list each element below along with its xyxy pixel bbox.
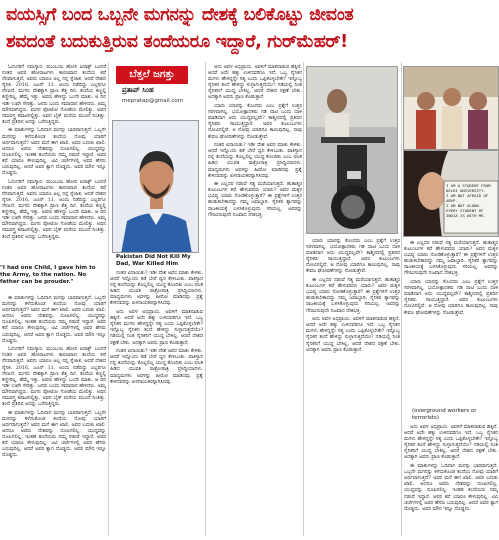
article-column-1	[2, 64, 106, 262]
section-kicker: ಬೆತ್ತಲೆ ಜಗತ್ತು	[116, 66, 188, 84]
paragraph: ಈ ಎಲ್ಲದರ ನಡುವೆ ಸತ್ಯ ಮರೆಯಾಗುತ್ತದೆ. ಹುತಾತ್ಮರ ಕುಟುಂಬಗಳ ಕಥೆ ಹೇಳುವವರು ಯಾರು? ಅವರ ಮಕ್ಕಳ ಭವಿಷ್ಯ ಯಾರು ನೋಡಿಕೊಳ್ಳುತ್ತಾರೆ? ಈ ಪ್ರಶ್ನೆಗಳಿಗೆ ಉತ್ತರ ಹುಡುಕಬೇಕಾದದ್ದು ನಮ್ಮ ಜವಾಬ್ದಾರಿ. ಸೈನಿಕರ ತ್ಯಾಗವನ್ನು ರಾಜಕೀಯಕ್ಕೆ ಬಳಸಿಕೊಳ್ಳುವುದು ಸರಿಯಲ್ಲ. ಅವರನ್ನು ಗೌರವಿಸುವುದೇ ನಿಜವಾದ ದೇಶಭಕ್ತಿ.	[404, 240, 498, 277]
paragraph: ಅದು ಅವಳ ಅಭಿಪ್ರಾಯ. ಅವಳಿಗೆ ಮಾತನಾಡುವ ಹಕ್ಕಿದೆ. ಆದರೆ ಅದೇ ಹಕ್ಕು ಉಳಿದವರಿಗೂ ಇದೆ. ಒಬ್ಬ ಸೈನಿಕನ ಮಗಳು ಹೇಳಿದ್ದನ್ನೇ ಸತ್ಯ ಎಂದು ಒಪ್ಪಿಕೊಳ್ಳಬೇಕೇ? ಇನ್ನೊಬ್ಬ ಸೈನಿಕನ ತಂದೆ ಹೇಳಿದ್ದು ಸುಳ್ಳಾಗುತ್ತದೆಯೇ? ಗಡಿಯಲ್ಲಿ ನಿಂತ ಸೈನಿಕನಿಗೆ ಯುದ್ಧ ಬೇಕಿಲ್ಲ. ಆದರೆ ದೇಶದ ರಕ್ಷಣೆ ಬೇಕು. ಅದಕ್ಕಾಗಿ ಅವನು ಪ್ರಾಣ ಕೊಡುತ್ತಾನೆ.	[110, 309, 203, 346]
article-column-3	[208, 64, 302, 538]
author-name: ಪ್ರತಾಪ್ ಸಿಂಹ	[122, 86, 154, 94]
placard-line: EVERY STUDENT OF	[446, 208, 484, 213]
column-divider	[401, 62, 402, 536]
paragraph: ಅದು ಅವಳ ಅಭಿಪ್ರಾಯ. ಅವಳಿಗೆ ಮಾತನಾಡುವ ಹಕ್ಕಿದೆ. ಆದರೆ ಅದೇ ಹಕ್ಕು ಉಳಿದವರಿಗೂ ಇದೆ. ಒಬ್ಬ ಸೈನಿಕನ ಮಗಳು ಹೇಳಿದ್ದನ್ನೇ ಸತ್ಯ ಎಂದು ಒಪ್ಪಿಕೊಳ್ಳಬೇಕೇ? ಇನ್ನೊಬ್ಬ ಸೈನಿಕನ ತಂದೆ ಹೇಳಿದ್ದು ಸುಳ್ಳಾಗುತ್ತದೆಯೇ? ಗಡಿಯಲ್ಲಿ ನಿಂತ ಸೈನಿಕನಿಗೆ ಯುದ್ಧ ಬೇಕಿಲ್ಲ. ಆದರೆ ದೇಶದ ರಕ್ಷಣೆ ಬೇಕು. ಅದಕ್ಕಾಗಿ ಅವನು ಪ್ರಾಣ ಕೊಡುತ್ತಾನೆ.	[404, 424, 498, 461]
paragraph: ಓದುಗರಿಗೆ ನಮಸ್ಕಾರ. ಮುಂಬಯಿ ಹೋರಿ ಐರಾಕ್ಸ್ ಬಂದರೆ ನಂತರ ಅವರ ಹೋರಾಟಗಳು ಕಾರಣವಾದ ತಂದೆಯ ಕಥೆ ನೆನಪಾಗುತ್ತದೆ. ಅವನು ಯಾರೂ ಅಲ್ಲ ನನ್ನ ಸ್ನೇಹಿತ, ಆದರೆ ದೇಶದ ಸೈನಿಕ. 2016, ಜೂನ್ 11. ಅಂದು ನಡೆದಿದ್ದು ಎಲ್ಲರಿಗೂ ನೆನಪಿದೆ. ಮಗನು ದೇಶಕ್ಕಾಗಿ ಪ್ರಾಣ ತೆತ್ತ ದಿನ. ತಂದೆಯ ಕಣ್ಣಲ್ಲಿ ಕಣ್ಣೀರಿಲ್ಲ, ಹೆಮ್ಮೆ ಇತ್ತು. ಅವರು ಹೇಳಿದ್ದು ಒಂದೇ ಮಾತು. ಆ ದಿನ ಇಡೀ ಊರೇ ಸೇರಿತ್ತು. ಜನರು ಬಂದು ಸಮಾಧಾನ ಹೇಳಿದರು. ಅಮ್ಮ ಮೌನವಾಗಿದ್ದರು. ಮಗನ ಫೋಟೋ ಗೋಡೆಯ ಮೇಲಿತ್ತು. ಅವನ ಸಮವಸ್ತ್ರ ಕಪಾಟಿನಲ್ಲಿತ್ತು. ಅವನ ಬೈಕ್ ಮನೆಯ ಮುಂದೆ ನಿಂತಿತ್ತು. ತಂದೆ ಪ್ರತಿದಿನ ಅದನ್ನು ಒರೆಸುತ್ತಿದ್ದರು.	[2, 178, 106, 240]
english-quote: "I had one Child, I gave him to the Army, to the nation. No father can be prouder."	[0, 265, 96, 285]
paragraph: ಈ ಎಲ್ಲದರ ನಡುವೆ ಸತ್ಯ ಮರೆಯಾಗುತ್ತದೆ. ಹುತಾತ್ಮರ ಕುಟುಂಬಗಳ ಕಥೆ ಹೇಳುವವರು ಯಾರು? ಅವರ ಮಕ್ಕಳ ಭವಿಷ್ಯ ಯಾರು ನೋಡಿಕೊಳ್ಳುತ್ತಾರೆ? ಈ ಪ್ರಶ್ನೆಗಳಿಗೆ ಉತ್ತರ ಹುಡುಕಬೇಕಾದದ್ದು ನಮ್ಮ ಜವಾಬ್ದಾರಿ. ಸೈನಿಕರ ತ್ಯಾಗವನ್ನು ರಾಜಕೀಯಕ್ಕೆ ಬಳಸಿಕೊಳ್ಳುವುದು ಸರಿಯಲ್ಲ. ಅವರನ್ನು ಗೌರವಿಸುವುದೇ ನಿಜವಾದ ದೇಶಭಕ್ತಿ.	[208, 181, 302, 218]
motorcycle-photo	[306, 66, 398, 234]
placard-line: INDIA IS WITH ME.	[446, 213, 486, 218]
article-column-5	[404, 240, 498, 405]
paragraph: ಈ ಮಾತುಗಳನ್ನು ಓದಿದಾಗ ಮನಸ್ಸು ಭಾರವಾಗುತ್ತದೆ. ಒಬ್ಬನೇ ಮಗನನ್ನು ಕಳೆದುಕೊಂಡ ತಂದೆಯ ನೋವು ಯಾರಿಗೆ ಅರ್ಥವಾಗುತ್ತದೆ? ಅವರ ಮನೆ ಈಗ ಖಾಲಿ. ಅವರ ಬದುಕು ಖಾಲಿ. ಆದರೂ ಅವರು ದೇಶವನ್ನು ದೂಷಿಸಲಿಲ್ಲ. ಯುದ್ಧವನ್ನು ದೂಷಿಸಲಿಲ್ಲ. ಇಂತಹ ತಂದೆಯರು ನಮ್ಮ ನಡುವೆ ಇದ್ದಾರೆ. ಅವರ ಕಥೆ ಯಾರೂ ಕೇಳುವುದಿಲ್ಲ. ಟಿವಿ ಚರ್ಚೆಗಳಲ್ಲಿ ಅವರ ಹೆಸರು ಬರುವುದಿಲ್ಲ. ಆದರೆ ಅವರ ತ್ಯಾಗ ದೊಡ್ಡದು. ಅವರ ಮೌನ ಇನ್ನೂ ದೊಡ್ಡದು.	[2, 295, 106, 344]
paragraph: ನಂತರ ಏನಾಯಿತು? ಇಡೀ ದೇಶ ಅವರ ಮಾತು ಕೇಳಿತು. ಆದರೆ ಇನ್ನೊಂದು ಕಡೆ ಬೇರೆ ಧ್ವನಿ ಕೇಳಿಬಂತು. ಪಾಕಿಸ್ತಾನ ನನ್ನ ತಂದೆಯನ್ನು ಕೊಲ್ಲಲಿಲ್ಲ ಯುದ್ಧ ಕೊಂದಿತು ಎಂಬ ಫಲಕ ಹಿಡಿದ ಯುವತಿ ರಾತ್ರೋರಾತ್ರಿ ಪ್ರಸಿದ್ಧಿಯಾದಳು. ಮಾಧ್ಯಮಗಳು ಅವಳನ್ನು ಹೀರೋ ಮಾಡಿದವು. ಪ್ರಶ್ನೆ ಕೇಳಿದವರನ್ನು ಖಳನಾಯಕರನ್ನಾಗಿಸಿದವು.	[208, 142, 302, 179]
article-column-4	[306, 238, 400, 538]
headline-line-1: ವಯಸ್ಸಿಗೆ ಬಂದ ಒಬ್ಬನೇ ಮಗನನ್ನು ದೇಶಕ್ಕೆ ಬಲಿಕೊಟ್ಟು ಜೀವಂತ	[6, 5, 354, 25]
family-photo	[403, 66, 499, 150]
paragraph: ಈ ಮಾತುಗಳನ್ನು ಓದಿದಾಗ ಮನಸ್ಸು ಭಾರವಾಗುತ್ತದೆ. ಒಬ್ಬನೇ ಮಗನನ್ನು ಕಳೆದುಕೊಂಡ ತಂದೆಯ ನೋವು ಯಾರಿಗೆ ಅರ್ಥವಾಗುತ್ತದೆ? ಅವರ ಮನೆ ಈಗ ಖಾಲಿ. ಅವರ ಬದುಕು ಖಾಲಿ. ಆದರೂ ಅವರು ದೇಶವನ್ನು ದೂಷಿಸಲಿಲ್ಲ. ಯುದ್ಧವನ್ನು ದೂಷಿಸಲಿಲ್ಲ. ಇಂತಹ ತಂದೆಯರು ನಮ್ಮ ನಡುವೆ ಇದ್ದಾರೆ. ಅವರ ಕಥೆ ಯಾರೂ ಕೇಳುವುದಿಲ್ಲ. ಟಿವಿ ಚರ್ಚೆಗಳಲ್ಲಿ ಅವರ ಹೆಸರು ಬರುವುದಿಲ್ಲ. ಆದರೆ ಅವರ ತ್ಯಾಗ ದೊಡ್ಡದು. ಅವರ ಮೌನ ಇನ್ನೂ ದೊಡ್ಡದು.	[2, 409, 106, 459]
paragraph: ಓದುಗರಿಗೆ ನಮಸ್ಕಾರ. ಮುಂಬಯಿ ಹೋರಿ ಐರಾಕ್ಸ್ ಬಂದರೆ ನಂತರ ಅವರ ಹೋರಾಟಗಳು ಕಾರಣವಾದ ತಂದೆಯ ಕಥೆ ನೆನಪಾಗುತ್ತದೆ. ಅವನು ಯಾರೂ ಅಲ್ಲ ನನ್ನ ಸ್ನೇಹಿತ, ಆದರೆ ದೇಶದ ಸೈನಿಕ. 2016, ಜೂನ್ 11. ಅಂದು ನಡೆದಿದ್ದು ಎಲ್ಲರಿಗೂ ನೆನಪಿದೆ. ಮಗನು ದೇಶಕ್ಕಾಗಿ ಪ್ರಾಣ ತೆತ್ತ ದಿನ. ತಂದೆಯ ಕಣ್ಣಲ್ಲಿ ಕಣ್ಣೀರಿಲ್ಲ, ಹೆಮ್ಮೆ ಇತ್ತು. ಅವರು ಹೇಳಿದ್ದು ಒಂದೇ ಮಾತು. ಆ ದಿನ ಇಡೀ ಊರೇ ಸೇರಿತ್ತು. ಜನರು ಬಂದು ಸಮಾಧಾನ ಹೇಳಿದರು. ಅಮ್ಮ ಮೌನವಾಗಿದ್ದರು. ಮಗನ ಫೋಟೋ ಗೋಡೆಯ ಮೇಲಿತ್ತು. ಅವನ ಸಮವಸ್ತ್ರ ಕಪಾಟಿನಲ್ಲಿತ್ತು. ಅವನ ಬೈಕ್ ಮನೆಯ ಮುಂದೆ ನಿಂತಿತ್ತು. ತಂದೆ ಪ್ರತಿದಿನ ಅದನ್ನು ಒರೆಸುತ್ತಿದ್ದರು.	[2, 346, 106, 408]
placard-line: DELHI UNIVERSITY.	[446, 188, 486, 193]
pull-quote: Pakistan Did Not Kill My Dad, War Killed Him	[116, 254, 191, 267]
article-column-5-lower	[404, 424, 498, 538]
column-divider	[303, 62, 304, 536]
paragraph: ಓದುಗರಿಗೆ ನಮಸ್ಕಾರ. ಮುಂಬಯಿ ಹೋರಿ ಐರಾಕ್ಸ್ ಬಂದರೆ ನಂತರ ಅವರ ಹೋರಾಟಗಳು ಕಾರಣವಾದ ತಂದೆಯ ಕಥೆ ನೆನಪಾಗುತ್ತದೆ. ಅವನು ಯಾರೂ ಅಲ್ಲ ನನ್ನ ಸ್ನೇಹಿತ, ಆದರೆ ದೇಶದ ಸೈನಿಕ. 2016, ಜೂನ್ 11. ಅಂದು ನಡೆದಿದ್ದು ಎಲ್ಲರಿಗೂ ನೆನಪಿದೆ. ಮಗನು ದೇಶಕ್ಕಾಗಿ ಪ್ರಾಣ ತೆತ್ತ ದಿನ. ತಂದೆಯ ಕಣ್ಣಲ್ಲಿ ಕಣ್ಣೀರಿಲ್ಲ, ಹೆಮ್ಮೆ ಇತ್ತು. ಅವರು ಹೇಳಿದ್ದು ಒಂದೇ ಮಾತು. ಆ ದಿನ ಇಡೀ ಊರೇ ಸೇರಿತ್ತು. ಜನರು ಬಂದು ಸಮಾಧಾನ ಹೇಳಿದರು. ಅಮ್ಮ ಮೌನವಾಗಿದ್ದರು. ಮಗನ ಫೋಟೋ ಗೋಡೆಯ ಮೇಲಿತ್ತು. ಅವನ ಸಮವಸ್ತ್ರ ಕಪಾಟಿನಲ್ಲಿತ್ತು. ಅವನ ಬೈಕ್ ಮನೆಯ ಮುಂದೆ ನಿಂತಿತ್ತು. ತಂದೆ ಪ್ರತಿದಿನ ಅದನ್ನು ಒರೆಸುತ್ತಿದ್ದರು.	[2, 64, 106, 125]
placard-line: ABVP.	[446, 198, 458, 203]
paragraph: ಈ ಮಾತುಗಳನ್ನು ಓದಿದಾಗ ಮನಸ್ಸು ಭಾರವಾಗುತ್ತದೆ. ಒಬ್ಬನೇ ಮಗನನ್ನು ಕಳೆದುಕೊಂಡ ತಂದೆಯ ನೋವು ಯಾರಿಗೆ ಅರ್ಥವಾಗುತ್ತದೆ? ಅವರ ಮನೆ ಈಗ ಖಾಲಿ. ಅವರ ಬದುಕು ಖಾಲಿ. ಆದರೂ ಅವರು ದೇಶವನ್ನು ದೂಷಿಸಲಿಲ್ಲ. ಯುದ್ಧವನ್ನು ದೂಷಿಸಲಿಲ್ಲ. ಇಂತಹ ತಂದೆಯರು ನಮ್ಮ ನಡುವೆ ಇದ್ದಾರೆ. ಅವರ ಕಥೆ ಯಾರೂ ಕೇಳುವುದಿಲ್ಲ. ಟಿವಿ ಚರ್ಚೆಗಳಲ್ಲಿ ಅವರ ಹೆಸರು ಬರುವುದಿಲ್ಲ. ಆದರೆ ಅವರ ತ್ಯಾಗ ದೊಡ್ಡದು. ಅವರ ಮೌನ ಇನ್ನೂ ದೊಡ್ಡದು.	[2, 127, 106, 177]
byline	[122, 86, 202, 104]
author-photo	[112, 120, 199, 253]
author-email: mepratap@gmail.com	[122, 98, 184, 104]
paragraph: ಯಾರು ಯಾರನ್ನು ಕೊಂದರು ಎಂಬ ಪ್ರಶ್ನೆಗೆ ಉತ್ತರ ಸರಳವಾಗಿಲ್ಲ. ಭಯೋತ್ಪಾದಕರು ಗಡಿ ದಾಟಿ ಬಂದು ದಾಳಿ ಮಾಡಿದಾಗ ಅದು ಯುದ್ಧವಲ್ಲವೇ? ಕಾಶ್ಮೀರದಲ್ಲಿ ಪ್ರತಿದಿನ ಸೈನಿಕರು ಸಾಯುತ್ತಿದ್ದಾರೆ. ಅವರ ಕುಟುಂಬಗಳು ನೋವಿನಲ್ಲಿವೆ. ಆ ನೋವು ಯಾರಿಗೂ ಕಾಣುವುದಿಲ್ಲ. ನಾವು ಕೇವಲ ಘೋಷಣೆಗಳನ್ನು ನೋಡುತ್ತೇವೆ.	[208, 103, 302, 140]
paragraph: ನಂತರ ಏನಾಯಿತು? ಇಡೀ ದೇಶ ಅವರ ಮಾತು ಕೇಳಿತು. ಆದರೆ ಇನ್ನೊಂದು ಕಡೆ ಬೇರೆ ಧ್ವನಿ ಕೇಳಿಬಂತು. ಪಾಕಿಸ್ತಾನ ನನ್ನ ತಂದೆಯನ್ನು ಕೊಲ್ಲಲಿಲ್ಲ ಯುದ್ಧ ಕೊಂದಿತು ಎಂಬ ಫಲಕ ಹಿಡಿದ ಯುವತಿ ರಾತ್ರೋರಾತ್ರಿ ಪ್ರಸಿದ್ಧಿಯಾದಳು. ಮಾಧ್ಯಮಗಳು ಅವಳನ್ನು ಹೀರೋ ಮಾಡಿದವು. ಪ್ರಶ್ನೆ ಕೇಳಿದವರನ್ನು ಖಳನಾಯಕರನ್ನಾಗಿಸಿದವು.	[110, 270, 203, 307]
column-divider	[108, 62, 109, 536]
ground-workers-phrase: (overground workers or terrorists)	[412, 408, 477, 421]
placard-text	[446, 183, 496, 218]
article-column-2	[110, 270, 203, 538]
paragraph: ಈ ಮಾತುಗಳನ್ನು ಓದಿದಾಗ ಮನಸ್ಸು ಭಾರವಾಗುತ್ತದೆ. ಒಬ್ಬನೇ ಮಗನನ್ನು ಕಳೆದುಕೊಂಡ ತಂದೆಯ ನೋವು ಯಾರಿಗೆ ಅರ್ಥವಾಗುತ್ತದೆ? ಅವರ ಮನೆ ಈಗ ಖಾಲಿ. ಅವರ ಬದುಕು ಖಾಲಿ. ಆದರೂ ಅವರು ದೇಶವನ್ನು ದೂಷಿಸಲಿಲ್ಲ. ಯುದ್ಧವನ್ನು ದೂಷಿಸಲಿಲ್ಲ. ಇಂತಹ ತಂದೆಯರು ನಮ್ಮ ನಡುವೆ ಇದ್ದಾರೆ. ಅವರ ಕಥೆ ಯಾರೂ ಕೇಳುವುದಿಲ್ಲ. ಟಿವಿ ಚರ್ಚೆಗಳಲ್ಲಿ ಅವರ ಹೆಸರು ಬರುವುದಿಲ್ಲ. ಆದರೆ ಅವರ ತ್ಯಾಗ ದೊಡ್ಡದು. ಅವರ ಮೌನ ಇನ್ನೂ ದೊಡ್ಡದು.	[404, 463, 498, 512]
headline-line-2: ಶವದಂತೆ ಬದುಕುತ್ತಿರುವ ತಂದೆಯರೂ ಇದ್ದಾರೆ, ಗುರ್‌ಮೆಹರ್!	[6, 32, 348, 52]
paragraph: ಅದು ಅವಳ ಅಭಿಪ್ರಾಯ. ಅವಳಿಗೆ ಮಾತನಾಡುವ ಹಕ್ಕಿದೆ. ಆದರೆ ಅದೇ ಹಕ್ಕು ಉಳಿದವರಿಗೂ ಇದೆ. ಒಬ್ಬ ಸೈನಿಕನ ಮಗಳು ಹೇಳಿದ್ದನ್ನೇ ಸತ್ಯ ಎಂದು ಒಪ್ಪಿಕೊಳ್ಳಬೇಕೇ? ಇನ್ನೊಬ್ಬ ಸೈನಿಕನ ತಂದೆ ಹೇಳಿದ್ದು ಸುಳ್ಳಾಗುತ್ತದೆಯೇ? ಗಡಿಯಲ್ಲಿ ನಿಂತ ಸೈನಿಕನಿಗೆ ಯುದ್ಧ ಬೇಕಿಲ್ಲ. ಆದರೆ ದೇಶದ ರಕ್ಷಣೆ ಬೇಕು. ಅದಕ್ಕಾಗಿ ಅವನು ಪ್ರಾಣ ಕೊಡುತ್ತಾನೆ.	[306, 316, 400, 353]
paragraph: ಯಾರು ಯಾರನ್ನು ಕೊಂದರು ಎಂಬ ಪ್ರಶ್ನೆಗೆ ಉತ್ತರ ಸರಳವಾಗಿಲ್ಲ. ಭಯೋತ್ಪಾದಕರು ಗಡಿ ದಾಟಿ ಬಂದು ದಾಳಿ ಮಾಡಿದಾಗ ಅದು ಯುದ್ಧವಲ್ಲವೇ? ಕಾಶ್ಮೀರದಲ್ಲಿ ಪ್ರತಿದಿನ ಸೈನಿಕರು ಸಾಯುತ್ತಿದ್ದಾರೆ. ಅವರ ಕುಟುಂಬಗಳು ನೋವಿನಲ್ಲಿವೆ. ಆ ನೋವು ಯಾರಿಗೂ ಕಾಣುವುದಿಲ್ಲ. ನಾವು ಕೇವಲ ಘೋಷಣೆಗಳನ್ನು ನೋಡುತ್ತೇವೆ.	[404, 279, 498, 316]
paragraph: ಈ ಎಲ್ಲದರ ನಡುವೆ ಸತ್ಯ ಮರೆಯಾಗುತ್ತದೆ. ಹುತಾತ್ಮರ ಕುಟುಂಬಗಳ ಕಥೆ ಹೇಳುವವರು ಯಾರು? ಅವರ ಮಕ್ಕಳ ಭವಿಷ್ಯ ಯಾರು ನೋಡಿಕೊಳ್ಳುತ್ತಾರೆ? ಈ ಪ್ರಶ್ನೆಗಳಿಗೆ ಉತ್ತರ ಹುಡುಕಬೇಕಾದದ್ದು ನಮ್ಮ ಜವಾಬ್ದಾರಿ. ಸೈನಿಕರ ತ್ಯಾಗವನ್ನು ರಾಜಕೀಯಕ್ಕೆ ಬಳಸಿಕೊಳ್ಳುವುದು ಸರಿಯಲ್ಲ. ಅವರನ್ನು ಗೌರವಿಸುವುದೇ ನಿಜವಾದ ದೇಶಭಕ್ತಿ.	[306, 277, 400, 314]
placard-line: I AM NOT AFRAID OF	[446, 193, 489, 198]
paragraph: ನಂತರ ಏನಾಯಿತು? ಇಡೀ ದೇಶ ಅವರ ಮಾತು ಕೇಳಿತು. ಆದರೆ ಇನ್ನೊಂದು ಕಡೆ ಬೇರೆ ಧ್ವನಿ ಕೇಳಿಬಂತು. ಪಾಕಿಸ್ತಾನ ನನ್ನ ತಂದೆಯನ್ನು ಕೊಲ್ಲಲಿಲ್ಲ ಯುದ್ಧ ಕೊಂದಿತು ಎಂಬ ಫಲಕ ಹಿಡಿದ ಯುವತಿ ರಾತ್ರೋರಾತ್ರಿ ಪ್ರಸಿದ್ಧಿಯಾದಳು. ಮಾಧ್ಯಮಗಳು ಅವಳನ್ನು ಹೀರೋ ಮಾಡಿದವು. ಪ್ರಶ್ನೆ ಕೇಳಿದವರನ್ನು ಖಳನಾಯಕರನ್ನಾಗಿಸಿದವು.	[110, 348, 203, 385]
placard-line: I AM A STUDENT FROM	[446, 183, 491, 188]
column-divider	[205, 62, 206, 536]
paragraph: ಯಾರು ಯಾರನ್ನು ಕೊಂದರು ಎಂಬ ಪ್ರಶ್ನೆಗೆ ಉತ್ತರ ಸರಳವಾಗಿಲ್ಲ. ಭಯೋತ್ಪಾದಕರು ಗಡಿ ದಾಟಿ ಬಂದು ದಾಳಿ ಮಾಡಿದಾಗ ಅದು ಯುದ್ಧವಲ್ಲವೇ? ಕಾಶ್ಮೀರದಲ್ಲಿ ಪ್ರತಿದಿನ ಸೈನಿಕರು ಸಾಯುತ್ತಿದ್ದಾರೆ. ಅವರ ಕುಟುಂಬಗಳು ನೋವಿನಲ್ಲಿವೆ. ಆ ನೋವು ಯಾರಿಗೂ ಕಾಣುವುದಿಲ್ಲ. ನಾವು ಕೇವಲ ಘೋಷಣೆಗಳನ್ನು ನೋಡುತ್ತೇವೆ.	[306, 238, 400, 275]
paragraph: ಅದು ಅವಳ ಅಭಿಪ್ರಾಯ. ಅವಳಿಗೆ ಮಾತನಾಡುವ ಹಕ್ಕಿದೆ. ಆದರೆ ಅದೇ ಹಕ್ಕು ಉಳಿದವರಿಗೂ ಇದೆ. ಒಬ್ಬ ಸೈನಿಕನ ಮಗಳು ಹೇಳಿದ್ದನ್ನೇ ಸತ್ಯ ಎಂದು ಒಪ್ಪಿಕೊಳ್ಳಬೇಕೇ? ಇನ್ನೊಬ್ಬ ಸೈನಿಕನ ತಂದೆ ಹೇಳಿದ್ದು ಸುಳ್ಳಾಗುತ್ತದೆಯೇ? ಗಡಿಯಲ್ಲಿ ನಿಂತ ಸೈನಿಕನಿಗೆ ಯುದ್ಧ ಬೇಕಿಲ್ಲ. ಆದರೆ ದೇಶದ ರಕ್ಷಣೆ ಬೇಕು. ಅದಕ್ಕಾಗಿ ಅವನು ಪ್ರಾಣ ಕೊಡುತ್ತಾನೆ.	[208, 64, 302, 101]
headline	[0, 0, 499, 58]
article-column-1-lower	[2, 295, 106, 538]
placard-line: I AM NOT ALONE.	[446, 203, 482, 208]
